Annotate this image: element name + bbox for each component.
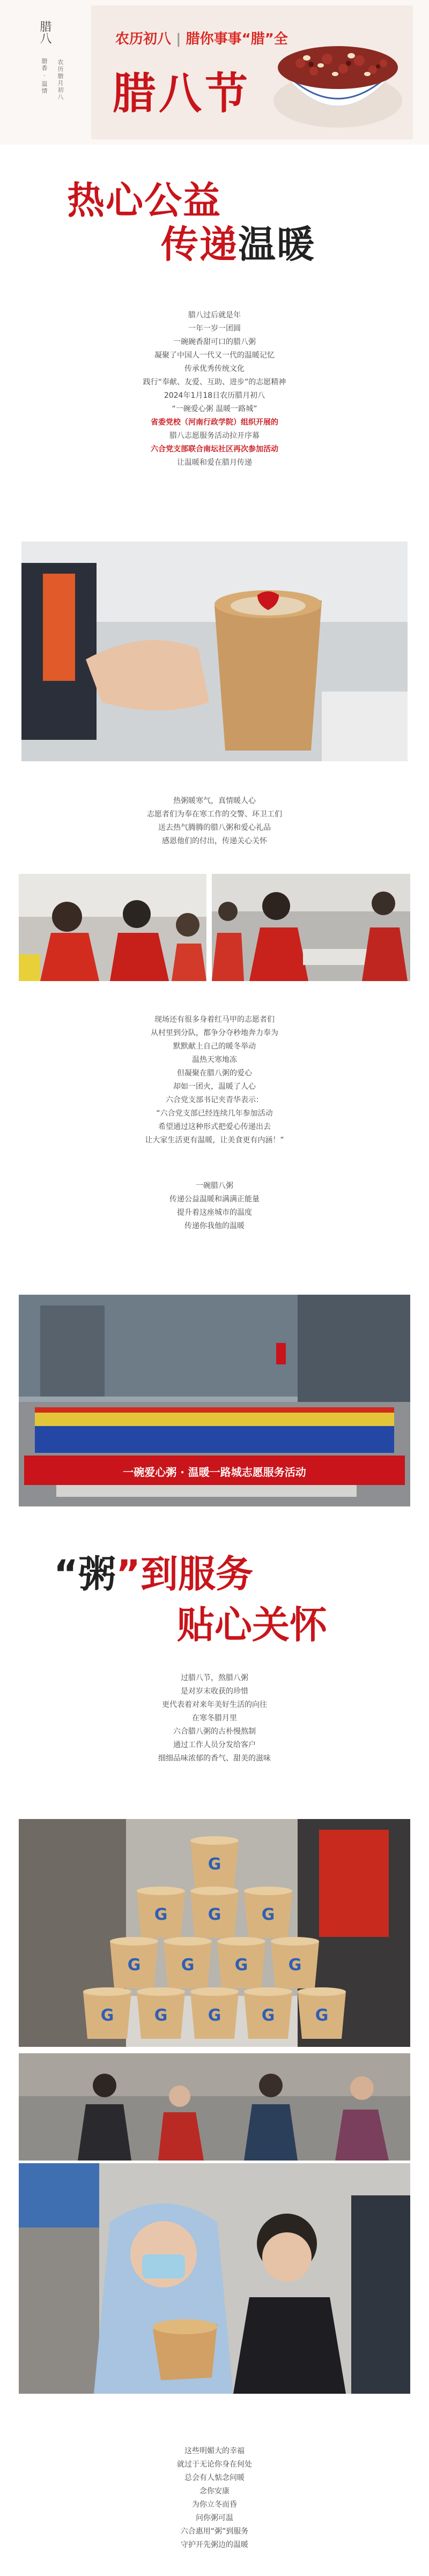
caption-line: 热粥暖寒气，真情暖人心: [173, 797, 256, 805]
section1-title-line2: [161, 214, 315, 269]
porridge-cup: [164, 1937, 212, 1988]
porridge-cup: [190, 1887, 239, 1938]
banner-main-title: 腊八节: [113, 69, 251, 118]
photo-volunteers-left: [19, 874, 206, 981]
photo-cup-closeup: [21, 541, 408, 761]
title-dark-part: 温暖: [238, 222, 315, 266]
intro-line-highlight: 省委党校（河南行政学院）组织开展的: [151, 418, 278, 427]
tagline-prefix: 农历初八: [115, 31, 172, 47]
closing-line: 一碗腊八粥: [196, 1182, 233, 1190]
porridge-cup: [244, 1987, 292, 2039]
cup-logo: G: [127, 1956, 141, 1974]
porridge-cup: [271, 1937, 319, 1988]
cup-logo: G: [208, 1855, 221, 1874]
porridge-cup: [110, 1937, 158, 1988]
intro-line: 让温暖和爱在腊月传递: [177, 458, 252, 467]
side-subtitle-left: 腊香 · 温情: [41, 58, 48, 95]
ending-line: 为你立冬而昏: [192, 2500, 237, 2509]
ending-line: 念你安康: [199, 2487, 230, 2496]
para-line: 更代表着对来年美好生活的向往: [162, 1701, 267, 1709]
intro-line: 践行“奉献、友爱、互助、进步”的志愿精神: [143, 378, 286, 387]
intro-paragraph: [0, 309, 429, 470]
intro-line: 凝聚了中国人一代又一代的温暖记忆: [154, 351, 275, 360]
para-line: 通过工作人员分发给客户: [173, 1741, 256, 1749]
quote-line: 从村里到分队，都争分夺秒地奔力奉为: [151, 1029, 278, 1037]
title-rest: ”到服务: [116, 1552, 254, 1596]
header-banner: [0, 0, 429, 145]
cup-logo: G: [154, 1905, 168, 1924]
para-line: 在寒冬腊月里: [192, 1714, 237, 1723]
ending-line: 总会有人惦念问暖: [184, 2474, 245, 2482]
banner-card: [91, 5, 413, 139]
porridge-cup: [298, 1987, 346, 2039]
ending-paragraph: [0, 2445, 429, 2552]
cup-logo: G: [234, 1956, 248, 1974]
section2-title-line1: [54, 1544, 253, 1598]
quote-line: “六合党支部已经连续几年参加活动: [156, 1109, 273, 1118]
porridge-cup: [190, 1987, 239, 2039]
photo-group: [19, 1295, 410, 1506]
cup-logo: G: [208, 2006, 221, 2025]
quote-paragraph: [0, 1013, 429, 1147]
photo-woman-with-cup: [19, 2163, 410, 2394]
quote-line: 温热天寒地冻: [192, 1056, 237, 1064]
porridge-cup: [137, 1987, 185, 2039]
quote-line: 让大家生活更有温暖，让美食更有内涵！”: [145, 1136, 284, 1145]
title-red-part: 传递: [161, 222, 238, 266]
ending-line: 这些明媚大的幸福: [184, 2447, 245, 2455]
section2-paragraph: [0, 1672, 429, 1765]
ending-line: 问你粥可温: [196, 2514, 233, 2522]
section2-title-line2: 贴心关怀: [177, 1603, 327, 1647]
side-title: 腊八: [38, 20, 51, 44]
section1-title-line1: 热心公益: [67, 179, 221, 222]
banner-tagline: 农历初八 | 腊你事事“腊”全: [115, 31, 288, 47]
cup-logo: G: [261, 2006, 275, 2025]
photo-volunteers-right: [212, 874, 410, 981]
closing-paragraph: [0, 1179, 429, 1233]
title-word: 粥: [78, 1552, 116, 1596]
cup-logo: G: [181, 1956, 195, 1974]
ending-line: 六合惠用“粥”到服务: [180, 2527, 249, 2536]
caption-line: 感恩他们的付出，传递关心关怀: [162, 837, 267, 845]
closing-line: 传递你我他的温暖: [184, 1222, 245, 1230]
intro-line: 腊八过后就是年: [188, 311, 241, 320]
intro-line: 一年一岁一团圆: [188, 324, 241, 333]
cup-logo: G: [288, 1956, 302, 1974]
cup-logo: G: [100, 2006, 114, 2025]
porridge-cup: [217, 1937, 265, 1988]
closing-line: 提升着这座城市的温度: [177, 1208, 252, 1217]
quote-line: 但凝聚在腊八粥的爱心: [177, 1069, 252, 1078]
laba-porridge-bowl-image: [268, 20, 405, 133]
ending-line: 守护开先粥边的温暖: [181, 2541, 248, 2549]
cup-logo: G: [315, 2006, 329, 2025]
intro-line: 腊八志愿服务活动拉开序幕: [169, 432, 260, 440]
porridge-cup: [83, 1987, 131, 2039]
photo-cup-pyramid: [19, 1819, 410, 2047]
side-subtitle-right: 农历腊月初八: [57, 59, 64, 101]
caption-line: 送去热气腾腾的腊八粥和爱心礼品: [158, 823, 271, 832]
cup-caption: [0, 795, 429, 848]
intro-line: 一碗碗香甜可口的腊八粥: [173, 338, 256, 346]
porridge-cup: [190, 1836, 239, 1888]
para-line: 细细品味浓郁的香气、甜美的滋味: [158, 1754, 271, 1763]
tagline-suffix: 腊你事事“腊”全: [186, 31, 288, 47]
porridge-cup: [244, 1887, 292, 1938]
cup-logo: G: [261, 1905, 275, 1924]
cup-logo: G: [208, 1905, 221, 1924]
caption-line: 志愿者们为奉在寒工作的交警、环卫工们: [147, 810, 282, 819]
para-line: 过腊八节，熬腊八粥: [181, 1674, 248, 1682]
intro-line: “一碗爱心粥 温暖一路城”: [172, 405, 257, 413]
cup-logo: G: [154, 2006, 168, 2025]
quote-line: 默默献上自己的暖冬举动: [173, 1042, 256, 1051]
quote-line: 六合党支部书记夹青华表示：: [166, 1096, 263, 1104]
para-line: 六合腊八粥的古朴慢熬制: [173, 1727, 256, 1736]
quote-open: “: [54, 1552, 79, 1596]
quote-line: 却如一团火，温暖了人心: [173, 1082, 256, 1091]
intro-line: 传承优秀传统文化: [184, 365, 245, 373]
quote-line: 现场还有很多身着红马甲的志愿者们: [154, 1015, 275, 1024]
quote-line: 希望通过这种形式把爱心传递出去: [158, 1123, 271, 1131]
porridge-cup: [137, 1887, 185, 1938]
photo-customers: [19, 2053, 410, 2161]
ending-line: 就过于无论你身在何处: [177, 2460, 252, 2469]
closing-line: 传递公益温暖和满满正能量: [169, 1195, 260, 1204]
side-title-block: [32, 20, 70, 122]
group-banner-text: 一碗爱心粥 · 温暖一路城志愿服务活动: [123, 1466, 306, 1479]
intro-line-highlight: 六合党支部联合南坛社区再次参加活动: [151, 445, 278, 454]
intro-line: 2024年1月18日农历腊月初八: [164, 391, 265, 400]
para-line: 是对岁末收获的珍惜: [181, 1687, 248, 1696]
